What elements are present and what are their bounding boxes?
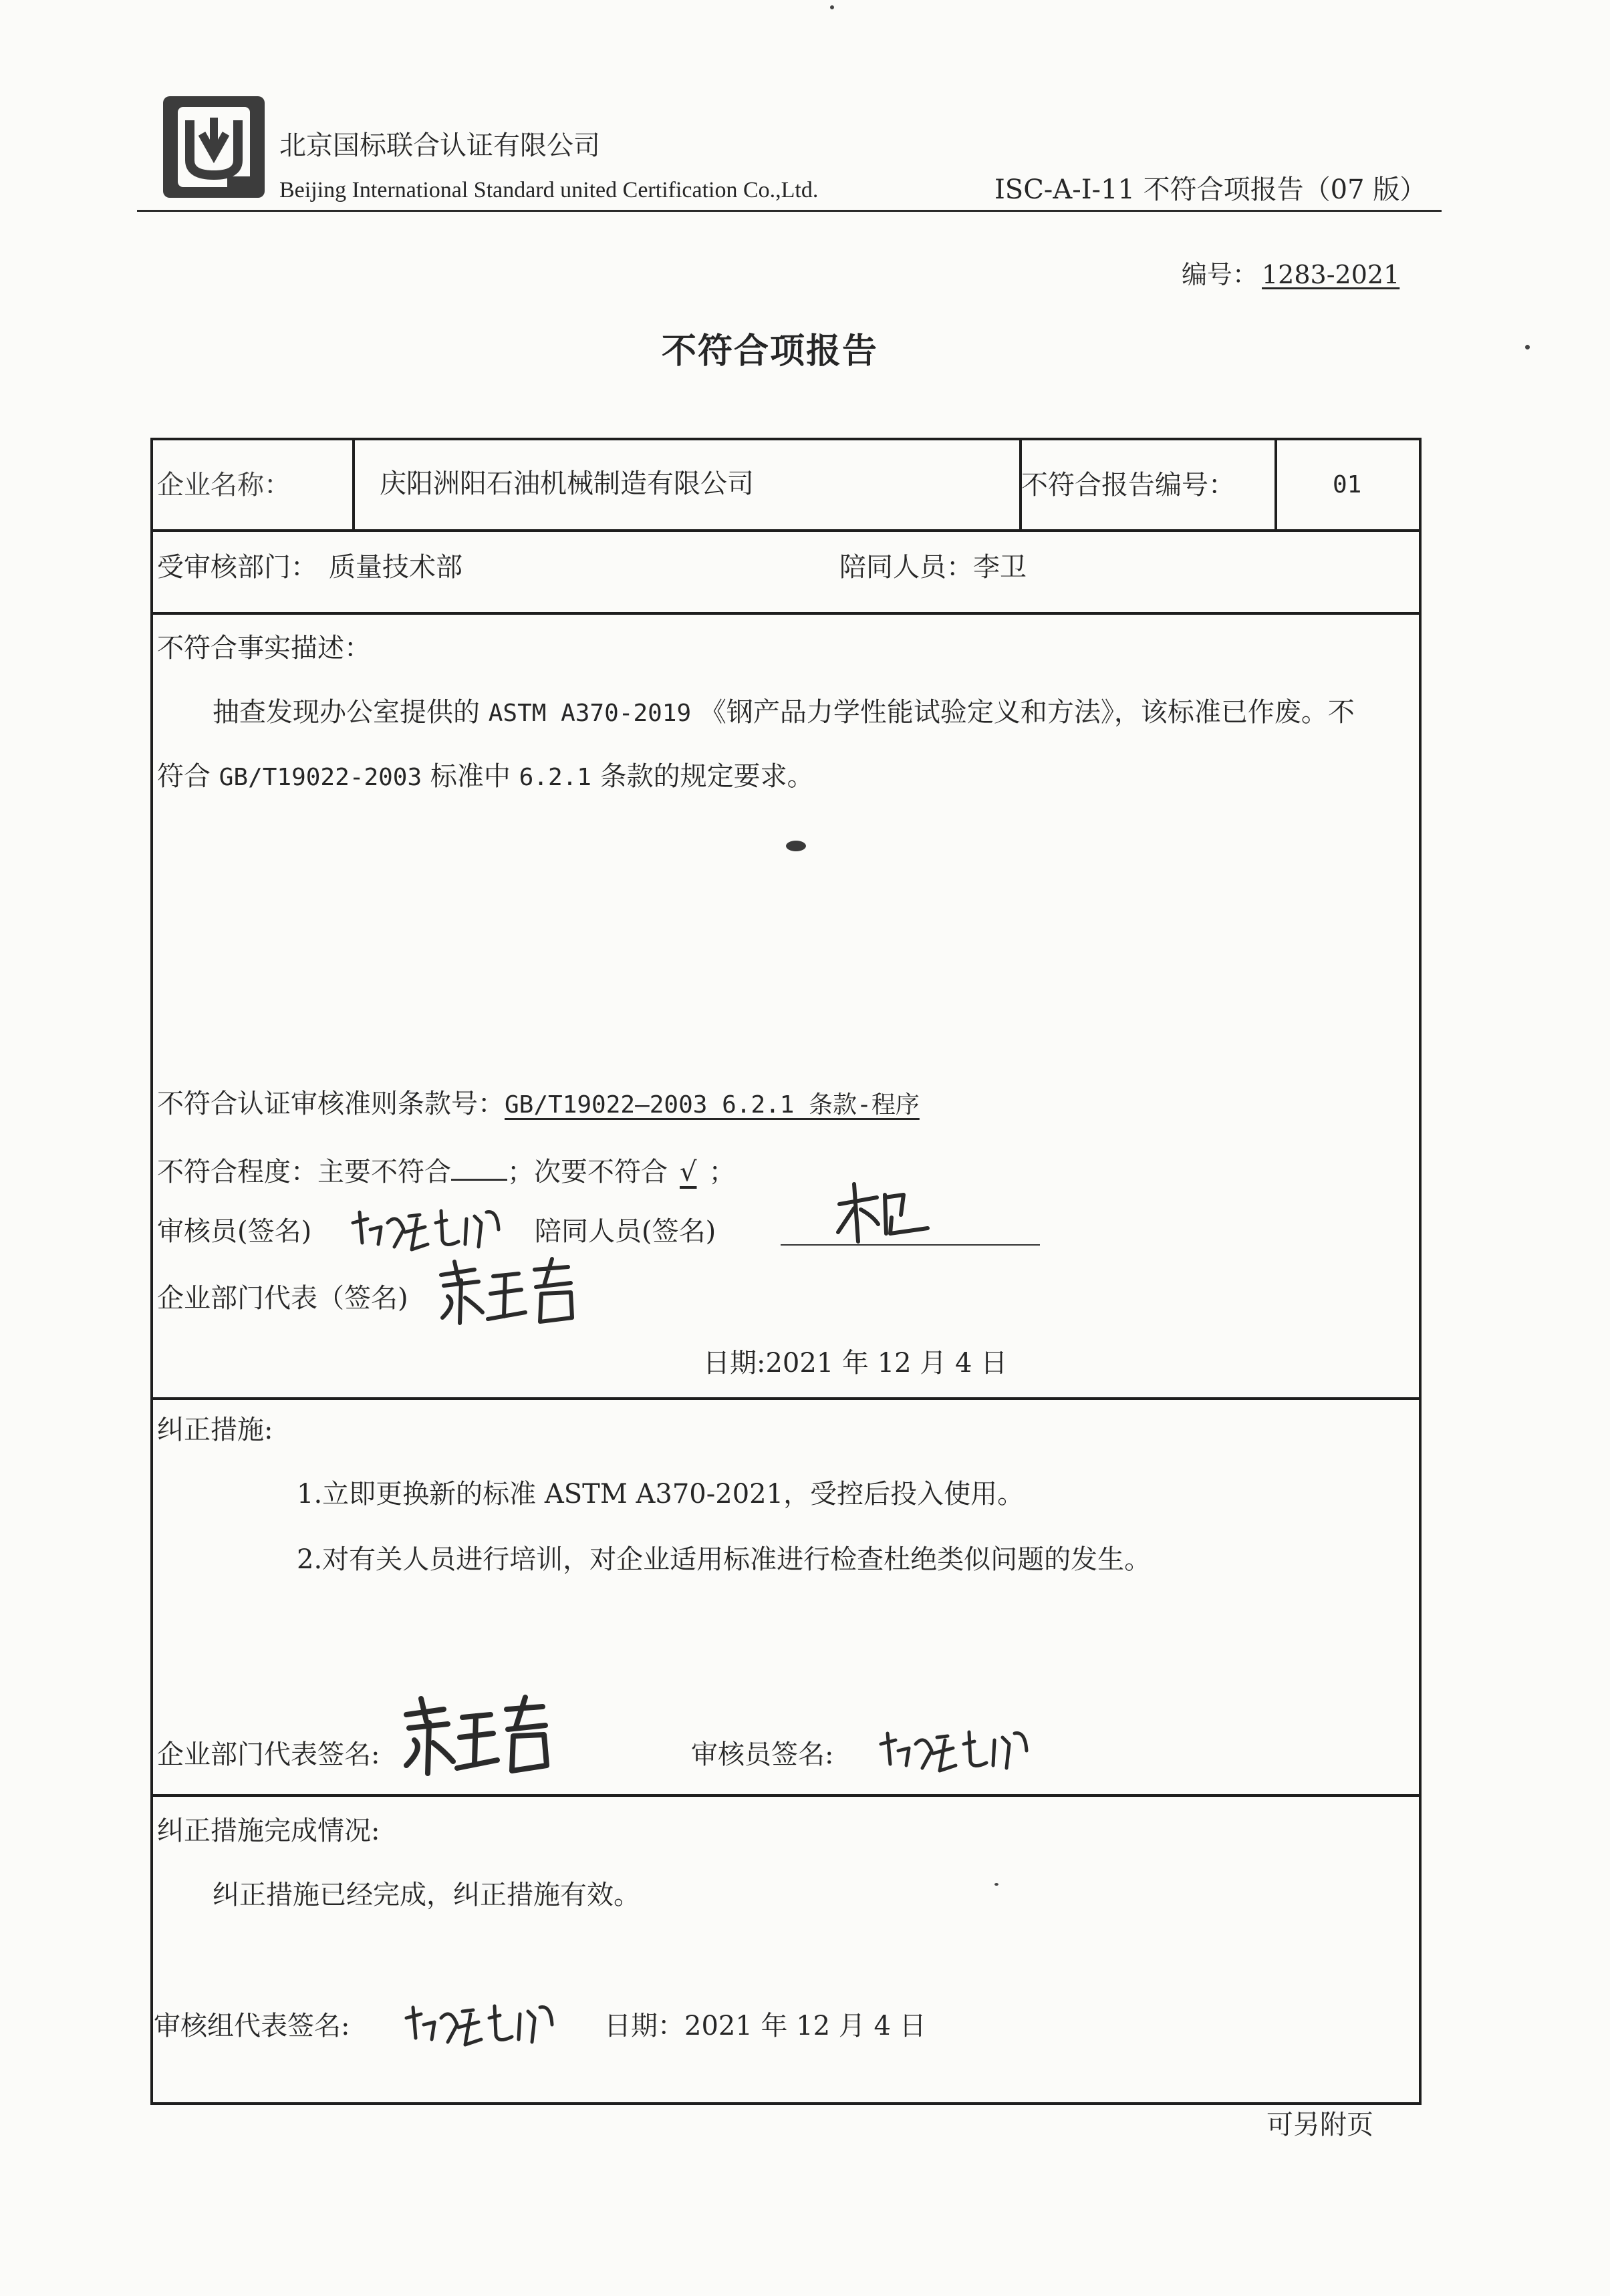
facts-date: 日期:2021 年 12 月 4 日 bbox=[703, 1348, 1008, 1379]
completion-text: 纠正措施已经完成，纠正措施有效。 bbox=[213, 1880, 640, 1910]
corrective-auditor-signature-label: 审核员签名: bbox=[691, 1739, 834, 1770]
audited-department-label: 受审核部门： bbox=[157, 552, 317, 583]
auditor-signature bbox=[348, 1203, 508, 1256]
escort-signature-label: 陪同人员(签名) bbox=[535, 1216, 716, 1247]
degree-line: 不符合程度：主要不符合 ；次要不符合 √ ； bbox=[157, 1155, 736, 1185]
major-blank bbox=[451, 1155, 507, 1181]
scan-speck bbox=[830, 5, 834, 9]
auditor-signature-label: 审核员(签名) bbox=[157, 1216, 312, 1247]
row-divider bbox=[153, 529, 1419, 532]
facts-line-1: 抽查发现办公室提供的 ASTM A370-2019 《钢产品力学性能试验定义和方法》，该标准已作废。不 bbox=[213, 697, 1355, 728]
criteria-value: GB/T19022—2003 6.2.1 条款-程序 bbox=[505, 1091, 920, 1119]
row-divider bbox=[153, 1794, 1419, 1797]
company-rep-signature-label: 企业部门代表（签名) bbox=[157, 1283, 408, 1314]
audited-department-value: 质量技术部 bbox=[329, 552, 462, 583]
scan-speck bbox=[786, 841, 806, 851]
corrective-label: 纠正措施: bbox=[157, 1415, 273, 1445]
report-form bbox=[150, 438, 1422, 2105]
facts-line-2: 符合 GB/T19022-2003 标准中 6.2.1 条款的规定要求。 bbox=[157, 761, 814, 792]
completion-date: 日期：2021 年 12 月 4 日 bbox=[604, 2011, 926, 2041]
corrective-rep-signature bbox=[400, 1695, 553, 1781]
facts-label: 不符合事实描述： bbox=[157, 633, 371, 664]
criteria-line: 不符合认证审核准则条款号：GB/T19022—2003 6.2.1 条款-程序 bbox=[157, 1089, 920, 1119]
corrective-auditor-signature bbox=[876, 1724, 1036, 1777]
report-number-value: 01 bbox=[1333, 471, 1362, 498]
escort-value: 李卫 bbox=[973, 552, 1027, 583]
corrective-item-2: 2.对有关人员进行培训，对企业适用标准进行检查杜绝类似问题的发生。 bbox=[297, 1544, 1152, 1575]
company-name-value: 庆阳洲阳石油机械制造有限公司 bbox=[380, 468, 754, 499]
report-number-label: 不符合报告编号： bbox=[1021, 470, 1235, 500]
row-divider bbox=[153, 612, 1419, 615]
corrective-item-1: 1.立即更换新的标准 ASTM A370-2021，受控后投入使用。 bbox=[297, 1479, 1025, 1510]
company-name-label: 企业名称： bbox=[157, 470, 291, 500]
certification-logo-icon bbox=[160, 94, 267, 200]
group-rep-signature-label: 审核组代表签名: bbox=[154, 2011, 350, 2041]
form-code: ISC-A-I-11 不符合项报告（07 版） bbox=[994, 174, 1427, 205]
escort-signature bbox=[834, 1177, 934, 1251]
company-rep-signature bbox=[434, 1256, 581, 1330]
corrective-rep-signature-label: 企业部门代表签名: bbox=[157, 1739, 380, 1770]
serial-label: 编号： bbox=[1182, 260, 1258, 289]
serial-value: 1283-2021 bbox=[1262, 260, 1400, 289]
company-name-chinese: 北京国标联合认证有限公司 bbox=[279, 130, 600, 161]
minor-check-mark: √ bbox=[680, 1157, 697, 1187]
column-divider bbox=[1274, 440, 1277, 529]
column-divider bbox=[352, 440, 355, 529]
completion-label: 纠正措施完成情况: bbox=[157, 1816, 380, 1846]
row-divider bbox=[153, 1397, 1419, 1400]
document-title: 不符合项报告 bbox=[662, 331, 879, 372]
scan-speck bbox=[1525, 345, 1530, 349]
scan-speck bbox=[994, 1883, 998, 1886]
attachment-note: 可另附页 bbox=[1266, 2110, 1373, 2140]
escort-label: 陪同人员： bbox=[839, 552, 973, 583]
company-name-english: Beijing International Standard united Certification Co.,Ltd. bbox=[279, 178, 819, 202]
group-rep-signature bbox=[401, 1998, 561, 2051]
header-rule bbox=[137, 210, 1442, 212]
